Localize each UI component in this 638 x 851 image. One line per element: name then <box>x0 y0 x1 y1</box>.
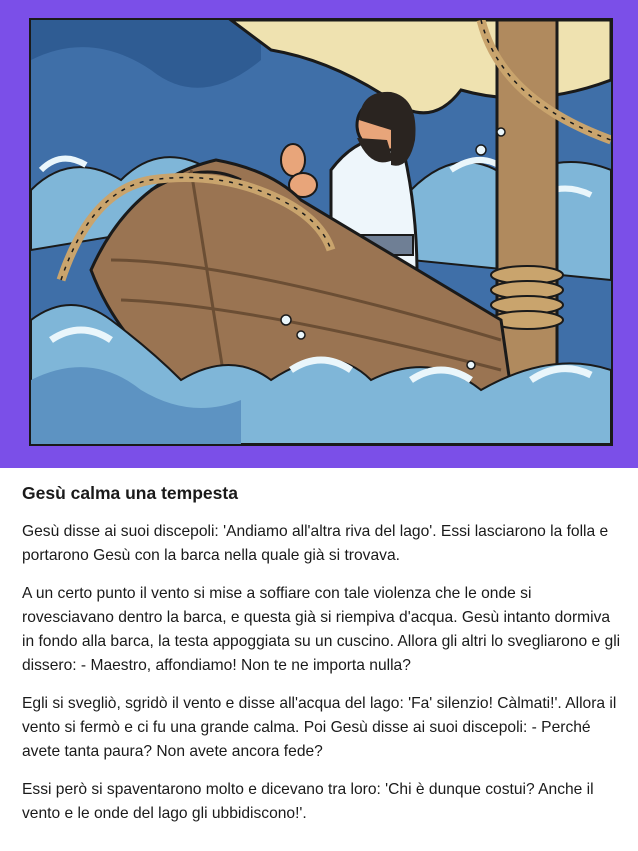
story-title: Gesù calma una tempesta <box>22 483 238 503</box>
storm-boat-illustration <box>29 18 613 446</box>
story-paragraph-1: Gesù disse ai suoi discepoli: 'Andiamo all'altra riva del lago'. Essi lasciarono la folla e portarono Gesù con la barca nella quale già si trovava. <box>22 523 609 564</box>
story-text <box>22 478 622 840</box>
story-paragraph-2: A un certo punto il vento si mise a soffiare con tale violenza che le onde si rovesciavano dentro la barca, e questa già si riempiva d'acqua. Gesù intanto dormiva in fondo alla barca, la testa appoggiata su un cuscino. Allora gli altri lo svegliarono e gli dissero: - Maestro, affondiamo! Non te ne importa nulla? <box>22 585 621 674</box>
story-paragraph-3: Egli si svegliò, sgridò il vento e disse all'acqua del lago: 'Fa' silenzio! Càlmati!'. Allora il vento si fermò e ci fu una grande calma. Poi Gesù disse ai suoi discepoli: - Perché avete tanta paura? Non avete ancora fede? <box>22 695 617 760</box>
story-paragraph-4: Essi però si spaventarono molto e dicevano tra loro: 'Chi è dunque costui? Anche il vento e le onde del lago gli ubbidiscono!'. <box>22 781 594 822</box>
